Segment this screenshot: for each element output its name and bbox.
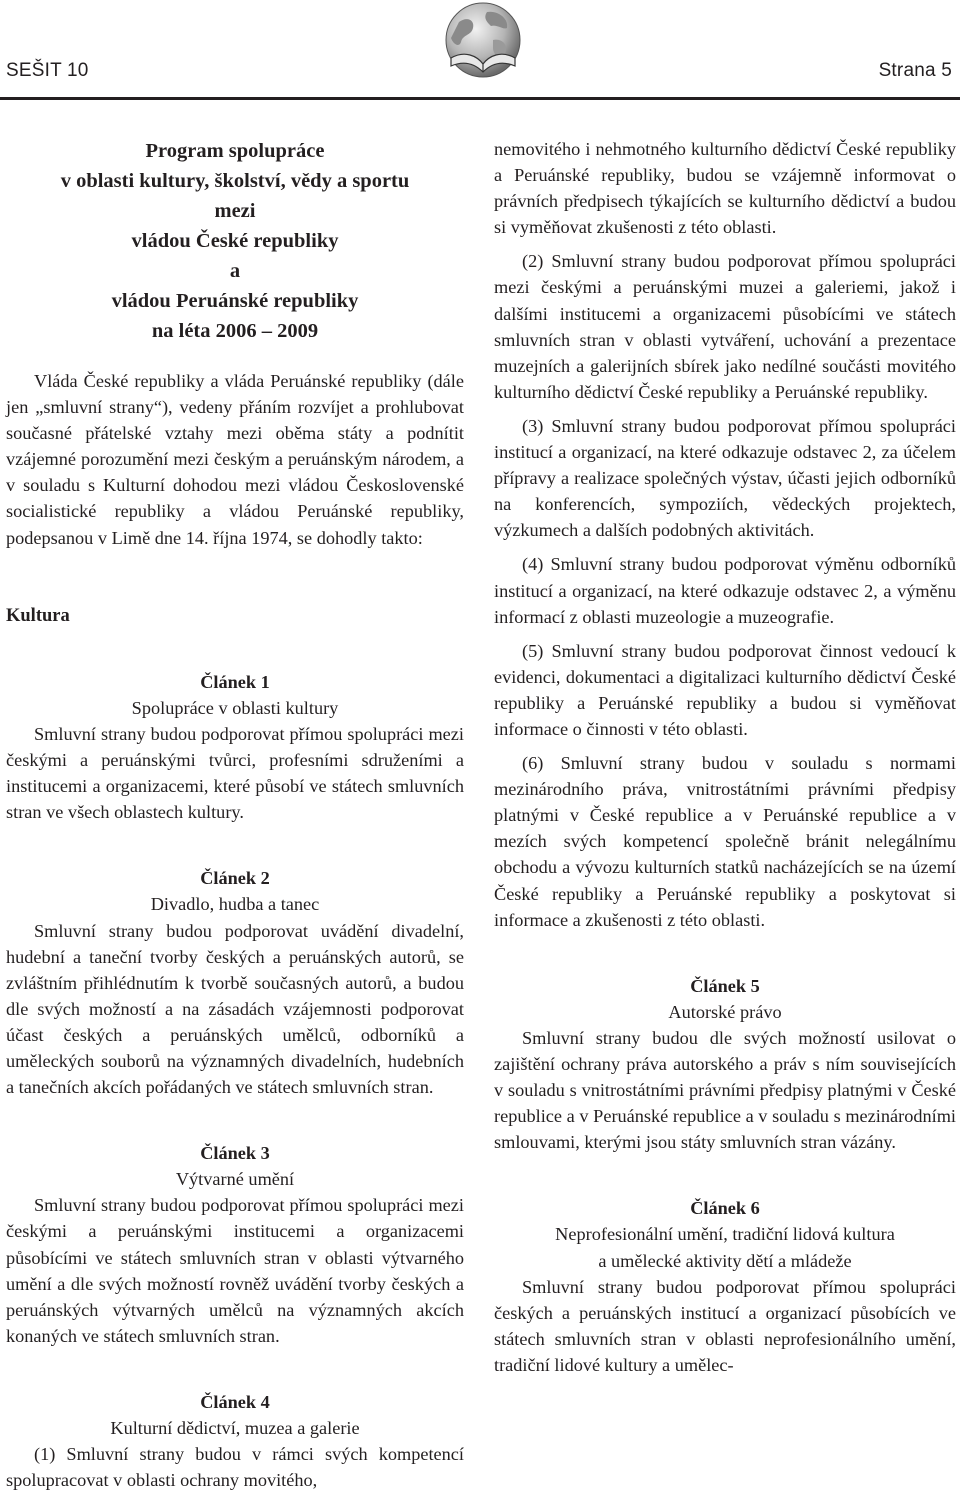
document-title: [6, 136, 464, 346]
right-column: [494, 136, 956, 1378]
title-line: vládou Peruánské republiky: [111, 290, 359, 312]
page-number: Strana 5: [878, 60, 952, 81]
title-line: vládou České republiky: [131, 230, 339, 252]
title-line: a: [229, 260, 241, 282]
article-6-text: Smluvní strany budou podporovat přímou spolupráci českých a peruánských institucí a organizací působících ve státech smluvních stran v oblasti neprofesionálního umění, tradiční lidové kultury a umělec-: [494, 1276, 956, 1375]
article-5-subtitle: Autorské právo: [668, 1001, 782, 1022]
article-4-paragraph-5: (5) Smluvní strany budou podporovat činnost vedoucí k evidenci, dokumentaci a digitalizaci kulturního dědictví České republiky a Peruánské republiky a budou si vyměňovat informace o činnosti v této oblasti.: [494, 640, 956, 739]
article-6-subtitle-line-1: Neprofesionální umění, tradiční lidová kultura: [555, 1224, 895, 1245]
issue-label: SEŠIT 10: [6, 60, 89, 81]
header-divider: [0, 97, 960, 100]
article-6-heading: Článek 6: [690, 1198, 760, 1219]
article-4-paragraph-1-start: (1) Smluvní strany budou v rámci svých kompetencí spolupracovat v oblasti ochrany movitého,: [6, 1444, 464, 1491]
page-header: [0, 0, 960, 122]
article-4-paragraph-2: (2) Smluvní strany budou podporovat přímou spolupráci mezi českými a peruánskými muzei a galeriemi, jakož i dalšími institucemi a organizacemi působícími ve státech smluvních stran v oblasti vytváření, uchování a prezentace muzejních a galerijních sbírek jako nedílné součásti movitého kulturního dědictví České republiky a Peruánské republiky.: [494, 251, 956, 402]
article-5-text: Smluvní strany budou dle svých možností usilovat o zajištění ochrany práva autorského a práv s ním souvisejících v souladu s vnitrostátními právními předpisy platnými v České republice a v Peruánské republice a v souladu s mezinárodními smlouvami, kterými jsou státy smluvních stran vázány.: [494, 1027, 956, 1153]
article-4-heading: Článek 4: [200, 1391, 270, 1412]
article-4-paragraph-1-continued: nemovitého i nehmotného kulturního dědictví České republiky a Peruánské republiky, budou se vzájemně informovat o právních předpisech týkajících se kulturního dědictví a budou si vyměňovat zkušenosti z této oblasti.: [494, 139, 956, 238]
article-1-heading: Článek 1: [200, 671, 270, 692]
article-2-heading: Článek 2: [200, 868, 270, 889]
article-6-subtitle-line-2: a umělecké aktivity dětí a mládeže: [598, 1250, 852, 1271]
title-line: Program spolupráce: [145, 140, 325, 162]
article-3-heading: Článek 3: [200, 1143, 270, 1164]
title-line: na léta 2006 – 2009: [151, 320, 319, 342]
left-column: [6, 136, 464, 1493]
title-line: mezi: [214, 200, 256, 222]
article-4-paragraph-3: (3) Smluvní strany budou podporovat přímou spolupráci institucí a organizací, na které odkazuje odstavec 2, za účelem přípravy a realizace společných výstav, účasti jejich odborníků na konferencích, sympoziích, vědeckých projektech, výzkumech a dalších podobných aktivitách.: [494, 415, 956, 541]
article-3-subtitle: Výtvarné umění: [175, 1169, 295, 1190]
title-line: v oblasti kultury, školství, vědy a sportu: [60, 170, 410, 192]
article-4-paragraph-4: (4) Smluvní strany budou podporovat výměnu odborníků institucí a organizací, na které odkazuje odstavec 2, a výměnu informací z oblasti muzeologie a muzeografie.: [494, 554, 956, 627]
article-1-text: Smluvní strany budou podporovat přímou spolupráci mezi českými a peruánskými tvůrci, profesními sdruženími a institucemi a organizacemi, které působí ve státech smluvních stran ve všech oblastech kultury.: [6, 723, 464, 823]
globe-book-logo-icon: [437, 0, 527, 86]
article-4-paragraph-6: (6) Smluvní strany budou v souladu s normami mezinárodního práva, vnitrostátními právními předpisy platnými v České republice a v Peruánské republice a v mezích svých kompetencí společně bránit nelegálnímu obchodu a vývozu kulturních statků nacházejících se na území České republiky a Peruánské republiky a poskytovat si informace a zkušenosti z této oblasti.: [494, 753, 956, 930]
article-2-subtitle: Divadlo, hudba a tanec: [150, 894, 320, 915]
article-2-text: Smluvní strany budou podporovat uvádění divadelní, hudební a taneční tvorby českých a peruánských autorů, se zvláštním přihlédnutím k tvorbě současných autorů, a budou dle svých možností a na zásadách vzájemnosti podporovat účast českých a peruánských umělců, odborníků a uměleckých souborů na významných divadelních, hudebních a tanečních akcích pořádaných ve státech smluvních stran.: [6, 920, 464, 1098]
article-4-subtitle: Kulturní dědictví, muzea a galerie: [110, 1418, 360, 1438]
section-heading-kultura: Kultura: [6, 605, 70, 626]
article-5-heading: Článek 5: [690, 975, 760, 996]
article-3-text: Smluvní strany budou podporovat přímou spolupráci mezi českými a peruánskými institucemi a organizacemi působícími ve státech smluvních stran v oblasti výtvarného umění a dle svých možností rovněž uvádění tvorby českých a peruánských výtvarných umělců na významných akcích konaných ve státech smluvních stran.: [6, 1195, 464, 1346]
preamble-text: Vláda České republiky a vláda Peruánské republiky (dále jen „smluvní strany“), vedeny přáním rozvíjet a prohlubovat současné přátelské vztahy mezi oběma státy a podnítit vzájemné porozumění mezi českým a peruánským národem, a v souladu s Kulturní dohodou mezi vládou Československé socialistické republiky a vládou Peruánské republiky, podepsanou v Limě dne 14. října 1974, se dohodly takto:: [6, 371, 464, 548]
article-1-subtitle: Spolupráce v oblasti kultury: [131, 697, 339, 718]
